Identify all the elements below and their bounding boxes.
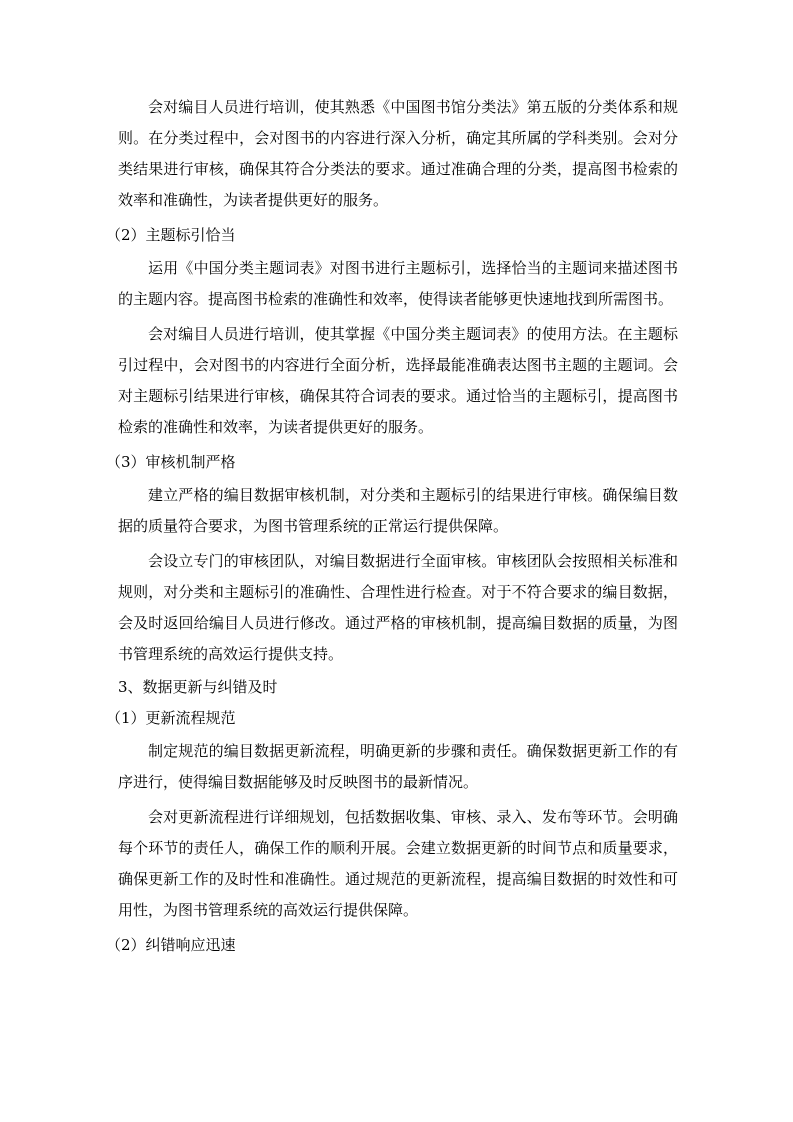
paragraph-update-planning: 会对更新流程进行详细规划，包括数据收集、审核、录入、发布等环节。会明确每个环节的责任人，确保工作的顺利开展。会建立数据更新的时间节点和质量要求，确保更新工作的及时性和准确性。通过规范的更新流程，提高编目数据的时效性和可用性，为图书管理系统的高效运行提供保障。: [118, 808, 678, 919]
subheading-review-mechanism: （3）审核机制严格: [106, 453, 236, 471]
paragraph-subject-thesaurus: 运用《中国分类主题词表》对图书进行主题标引，选择恰当的主题词来描述图书的主题内容。提高图书检索的准确性和效率，使得读者能够更快速地找到所需图书。: [118, 259, 678, 308]
subheading-error-correction: （2）纠错响应迅速: [106, 936, 236, 954]
paragraph-review-mechanism: 建立严格的编目数据审核机制，对分类和主题标引的结果进行审核。确保编目数据的质量符合要求，为图书管理系统的正常运行提供保障。: [118, 486, 678, 535]
subheading-update-process: （1）更新流程规范: [106, 709, 236, 727]
paragraph-update-process: 制定规范的编目数据更新流程，明确更新的步骤和责任。确保数据更新工作的有序进行，使得编目数据能够及时反映图书的最新情况。: [118, 742, 678, 791]
paragraph-review-team: 会设立专门的审核团队，对编目数据进行全面审核。审核团队会按照相关标准和规则，对分类和主题标引的准确性、合理性进行检查。对于不符合要求的编目数据，会及时返回给编目人员进行修改。通过严格的审核机制，提高编目数据的质量，为图书管理系统的高效运行提供支持。: [118, 552, 678, 663]
paragraph-classification-training: 会对编目人员进行培训，使其熟悉《中国图书馆分类法》第五版的分类体系和规则。在分类过程中，会对图书的内容进行深入分析，确定其所属的学科类别。会对分类结果进行审核，确保其符合分类法的要求。通过准确合理的分类，提高图书检索的效率和准确性，为读者提供更好的服务。: [118, 98, 678, 209]
subheading-subject-indexing: （2）主题标引恰当: [106, 226, 236, 244]
paragraph-subject-training: 会对编目人员进行培训，使其掌握《中国分类主题词表》的使用方法。在主题标引过程中，会对图书的内容进行全面分析，选择最能准确表达图书主题的主题词。会对主题标引结果进行审核，确保其符合词表的要求。通过恰当的主题标引，提高图书检索的准确性和效率，为读者提供更好的服务。: [118, 325, 678, 436]
section-heading-data-update: 3、数据更新与纠错及时: [118, 678, 278, 696]
document-body: [106, 92, 678, 961]
